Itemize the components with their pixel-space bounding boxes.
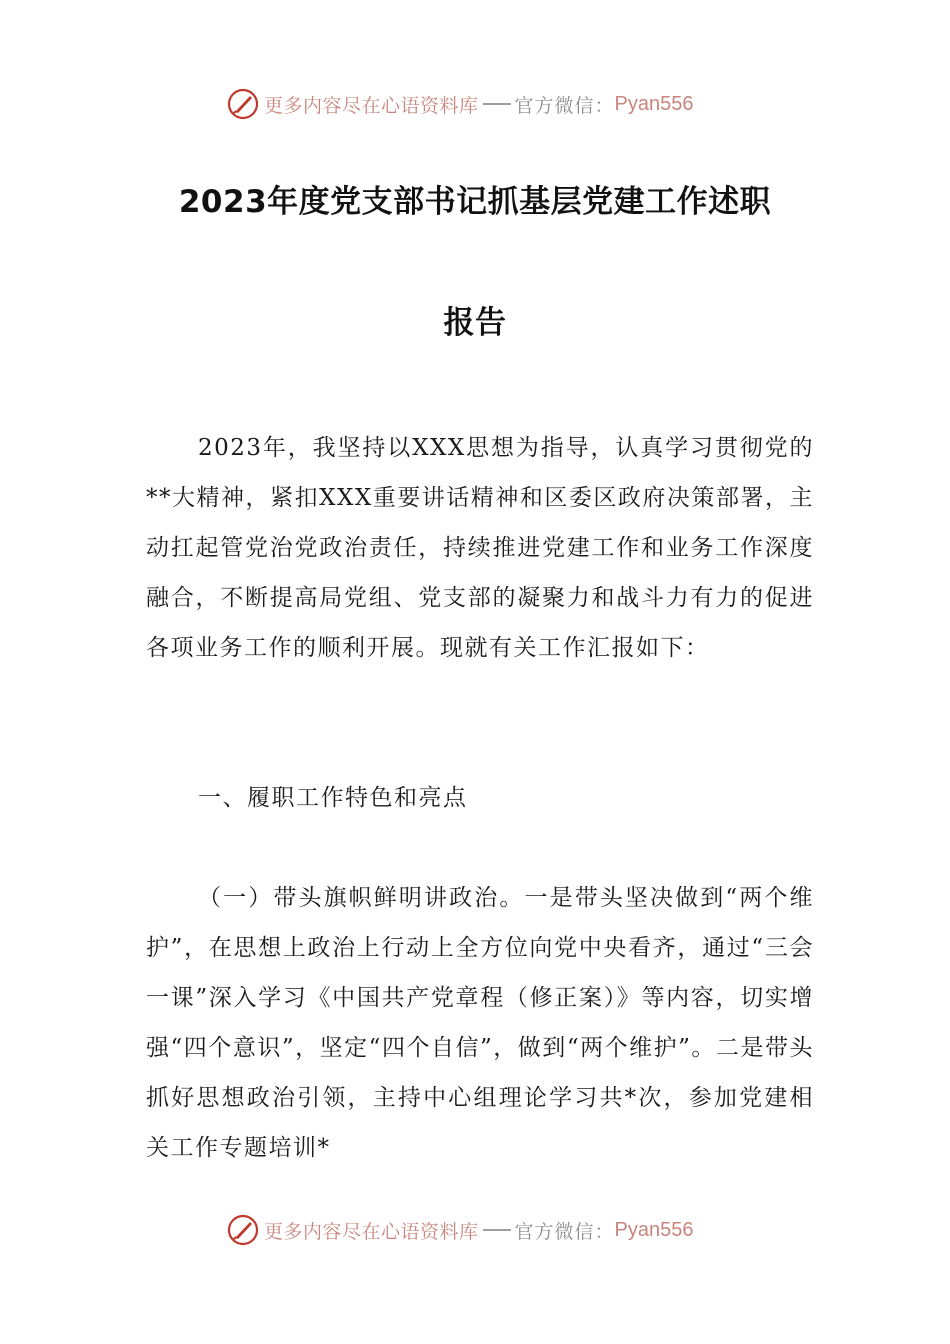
watermark-header (226, 86, 694, 122)
watermark-brand: 更多内容尽在心语资料库 (264, 1220, 479, 1243)
watermark-wechat-id: Pyan556 (614, 1218, 694, 1241)
document-title-line1: 2023年度党支部书记抓基层党建工作述职 (178, 184, 772, 220)
watermark-official-label: 官方微信： (514, 1220, 615, 1243)
watermark-footer (226, 1212, 694, 1248)
quill-logo-icon (226, 87, 260, 121)
watermark-brand: 更多内容尽在心语资料库 (264, 94, 479, 117)
intro-paragraph: 2023年，我坚持以XXX思想为指导，认真学习贯彻党的**大精神，紧扣XXX重要讲话精神和区委区政府决策部署，主动扛起管党治党政治责任，持续推进党建工作和业务工作深度融合，不断提高局党组、党支部的凝聚力和战斗力有力的促进各项业务工作的顺利开展。现就有关工作汇报如下： (146, 435, 814, 661)
watermark-divider (483, 103, 511, 105)
watermark-divider (483, 1229, 511, 1231)
section-heading-1: 一、履职工作特色和亮点 (198, 785, 468, 811)
watermark-wechat-id: Pyan556 (614, 92, 694, 115)
quill-logo-icon (226, 1213, 260, 1247)
document-title-line2: 报告 (443, 305, 507, 341)
section1-paragraph-1: （一）带头旗帜鲜明讲政治。一是带头坚决做到“两个维护”，在思想上政治上行动上全方位向党中央看齐，通过“三会一课”深入学习《中国共产党章程（修正案）》等内容，切实增强“四个意识”，坚定“四个自信”，做到“两个维护”。二是带头抓好思想政治引领，主持中心组理论学习共*次，参加党建相关工作专题培训* (146, 885, 814, 1161)
watermark-official-label: 官方微信： (514, 94, 615, 117)
